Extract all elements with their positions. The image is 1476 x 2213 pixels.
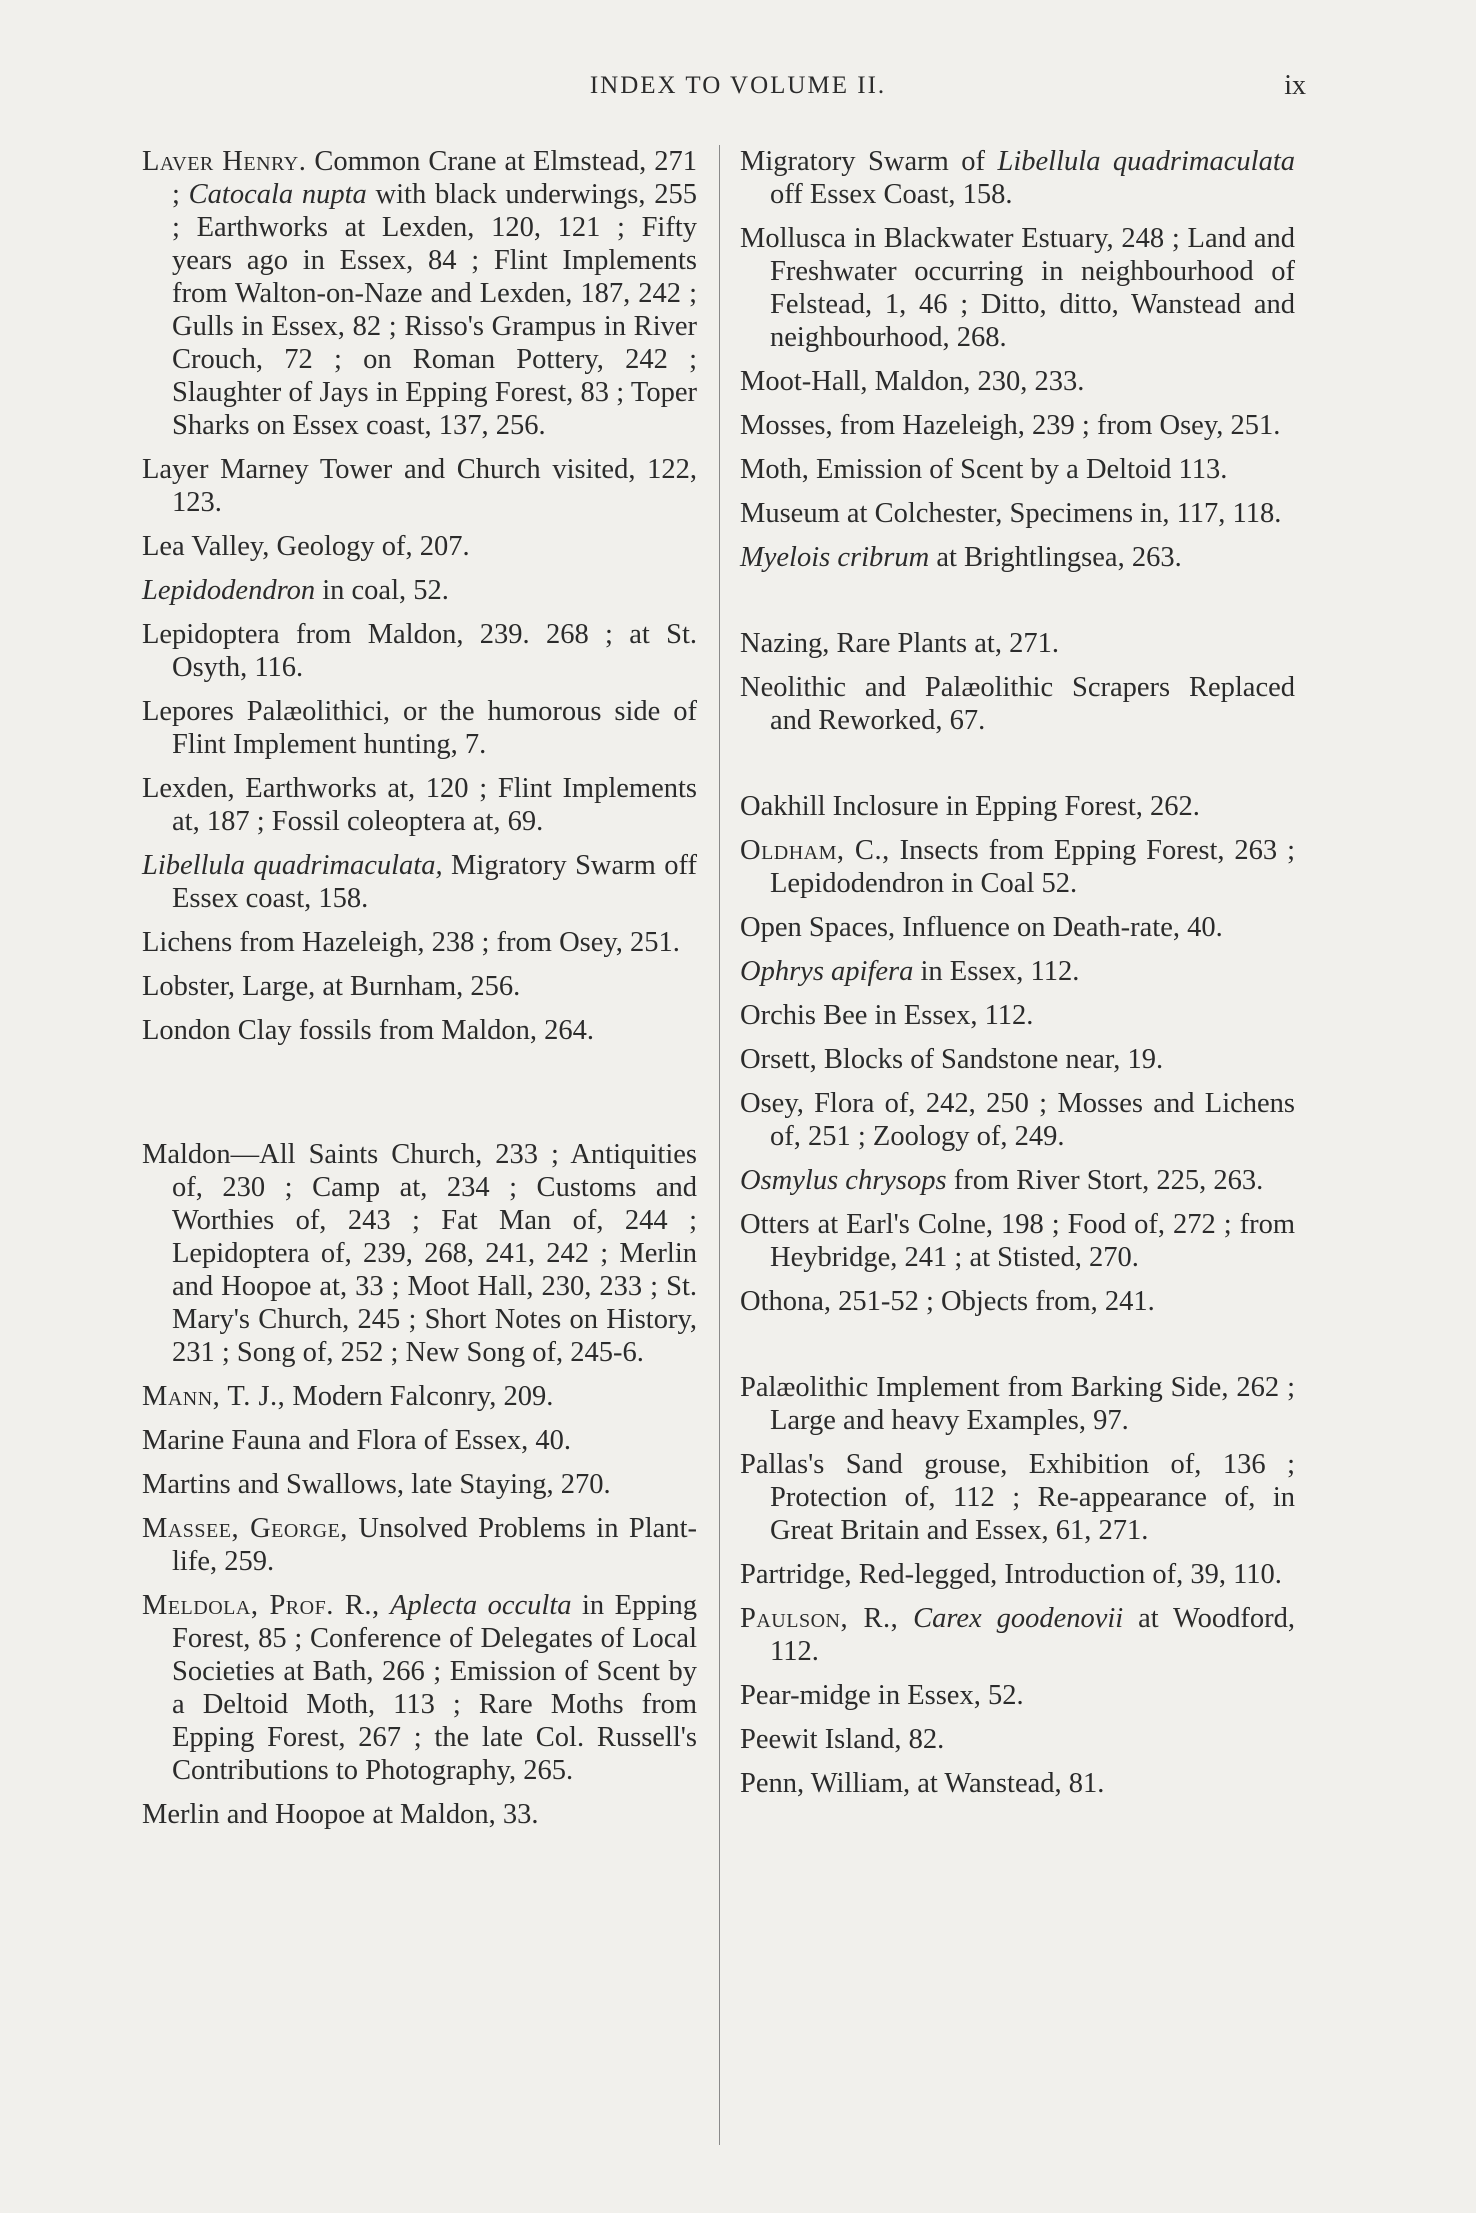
entry-text: Marine Fauna and Flora of Essex, 40. [142,1425,571,1456]
page-number: ix [1284,70,1306,101]
entry-text: Oldham, C., [740,835,890,866]
entry-text: Merlin and Hoopoe at Maldon, 33. [142,1799,539,1830]
entry-text: Pallas's Sand grouse, Exhibition of, 136 ; Protection of, 112 ; Re-appearance of, in Great Britain and Essex, 61, 271. [740,1449,1295,1546]
index-entry [740,1371,1295,1437]
entry-text: Martins and Swallows, late Staying, 270. [142,1469,611,1500]
entry-text: Catocala nupta [188,179,367,210]
index-entry [740,1208,1295,1274]
entry-text: Massee, George, [142,1513,348,1544]
entry-text: Common Crane at Elmstead, 271 ; [172,146,697,210]
index-entry [142,1512,697,1578]
section-gap [142,1058,697,1138]
index-entry [740,911,1295,944]
index-entry [142,695,697,761]
entry-text: Lea Valley, Geology of, 207. [142,531,470,562]
entry-text: Libellula quadrimaculata, [142,850,443,881]
entry-text: Othona, 251-52 ; Objects from, 241. [740,1286,1155,1317]
entry-text: Aplecta occulta [390,1590,572,1621]
entry-text: Mollusca in Blackwater Estuary, 248 ; Land and Freshwater occurring in neighbourhood of Felstead, 1, 46 ; Ditto, ditto, Wanstead and neighbourhood, 268. [740,223,1295,353]
entry-text: Carex goodenovii [913,1603,1124,1634]
index-entry [740,790,1295,823]
entry-text: Laver Henry. [142,146,307,177]
entry-text: Paulson, R., [740,1603,899,1634]
entry-text: Osey, Flora of, 242, 250 ; Mosses and Lichens of, 251 ; Zoology of, 249. [740,1088,1295,1152]
entry-text: Layer Marney Tower and Church visited, 122, 123. [142,454,697,518]
index-entry [142,145,697,442]
entry-text: Meldola, Prof. R., [142,1590,380,1621]
entry-text: Osmylus chrysops [740,1165,947,1196]
index-entry [142,530,697,563]
index-entry [740,1767,1295,1800]
entry-text: from River Stort, 225, 263. [946,1165,1264,1196]
index-entry [740,409,1295,442]
entry-text: Pear-midge in Essex, 52. [740,1680,1024,1711]
entry-text: in Essex, 112. [913,956,1080,987]
section-gap [740,585,1295,627]
index-entry [142,453,697,519]
index-entry [142,1014,697,1047]
entry-text: Neolithic and Palæolithic Scrapers Replaced and Reworked, 67. [740,672,1295,736]
entry-text: Moth, Emission of Scent by a Deltoid 113. [740,454,1228,485]
entry-text: with black underwings, 255 ; Earthworks at Lexden, 120, 121 ; Fifty years ago in Essex, 84 ; Flint Implements from Walton-on-Naze and Lexden, 187, 242 ; Gulls in Essex, 82 ; Risso's Grampus in River Crouch, 72 ; on Roman Pottery, 242 ; Slaughter of Jays in Epping Forest, 83 ; Toper Sharks on Essex coast, 137, 256. [172,179,697,441]
index-entry [142,1380,697,1413]
entry-text: Lexden, Earthworks at, 120 ; Flint Implements at, 187 ; Fossil coleoptera at, 69. [142,773,697,837]
entry-text: Nazing, Rare Plants at, 271. [740,628,1059,659]
index-entry [740,1043,1295,1076]
index-entry [142,849,697,915]
entry-text: Moot-Hall, Maldon, 230, 233. [740,366,1085,397]
index-entry [740,1164,1295,1197]
entry-text: Lepidodendron [142,575,316,606]
entry-text: Museum at Colchester, Specimens in, 117, 118. [740,498,1282,529]
index-entry [142,618,697,684]
index-entry [740,671,1295,737]
entry-text: Migratory Swarm of [740,146,998,177]
index-entry [740,627,1295,660]
index-entry [740,1558,1295,1591]
right-column [740,145,1295,1811]
index-entry [740,834,1295,900]
index-entry [740,365,1295,398]
entry-text: Lobster, Large, at Burnham, 256. [142,971,521,1002]
entry-text: Migratory Swarm off Essex coast, 158. [172,850,697,914]
entry-text: Insects from Epping Forest, 263 ; Lepidodendron in Coal 52. [770,835,1295,899]
entry-text: in Epping Forest, 85 ; Conference of Delegates of Local Societies at Bath, 266 ; Emission of Scent by a Deltoid Moth, 113 ; Rare Moths from Epping Forest, 267 ; the late Col. Russell's Contributions to Photography, 265. [172,1590,698,1786]
entry-text: Modern Falconry, 209. [285,1381,554,1412]
index-entry [142,1589,697,1787]
entry-text: at Woodford, 112. [770,1603,1295,1667]
index-entry [740,1602,1295,1668]
entry-text [380,1590,391,1621]
index-entry [142,1138,697,1369]
entry-text: Orchis Bee in Essex, 112. [740,1000,1034,1031]
section-gap [740,748,1295,790]
index-entry [740,1448,1295,1547]
entry-text: Maldon—All Saints Church, 233 ; Antiquities of, 230 ; Camp at, 234 ; Customs and Worthies of, 243 ; Fat Man of, 244 ; Lepidoptera of, 239, 268, 241, 242 ; Merlin and Hoopoe at, 33 ; Moot Hall, 230, 233 ; St. Mary's Church, 245 ; Short Notes on History, 231 ; Song of, 252 ; New Song of, 245-6. [142,1139,697,1368]
entry-text: in coal, 52. [315,575,449,606]
index-entry [142,970,697,1003]
index-entry [740,145,1295,211]
index-entry [740,955,1295,988]
index-entry [740,1679,1295,1712]
index-entry [740,222,1295,354]
page-header [0,62,1476,122]
index-entry [740,1285,1295,1318]
entry-text: Myelois cribrum [740,542,930,573]
entry-text: Mosses, from Hazeleigh, 239 ; from Osey, 251. [740,410,1281,441]
column-divider [719,145,720,2145]
index-entry [740,999,1295,1032]
entry-text: Peewit Island, 82. [740,1724,945,1755]
entry-text: Penn, William, at Wanstead, 81. [740,1768,1105,1799]
entry-text: Lichens from Hazeleigh, 238 ; from Osey, 251. [142,927,680,958]
entry-text: Mann, T. J., [142,1381,286,1412]
entry-text: off Essex Coast, 158. [770,179,1013,210]
entry-text: Partridge, Red-legged, Introduction of, 39, 110. [740,1559,1282,1590]
index-entry [740,541,1295,574]
entry-text: at Brightlingsea, 263. [929,542,1182,573]
entry-text: Otters at Earl's Colne, 198 ; Food of, 272 ; from Heybridge, 241 ; at Stisted, 270. [740,1209,1295,1273]
index-entry [142,1468,697,1501]
entry-text: Lepores Palæolithici, or the humorous side of Flint Implement hunting, 7. [142,696,697,760]
index-entry [740,1087,1295,1153]
index-entry [142,1424,697,1457]
entry-text: Palæolithic Implement from Barking Side, 262 ; Large and heavy Examples, 97. [740,1372,1295,1436]
index-entry [142,772,697,838]
index-entry [740,453,1295,486]
entry-text: Unsolved Problems in Plant-life, 259. [172,1513,697,1577]
running-head: INDEX TO VOLUME II. [589,72,887,99]
entry-text: Lepidoptera from Maldon, 239. 268 ; at St. Osyth, 116. [142,619,697,683]
entry-text: London Clay fossils from Maldon, 264. [142,1015,595,1046]
left-column [142,145,697,1842]
index-entry [142,926,697,959]
entry-text [898,1603,913,1634]
index-entry [142,1798,697,1831]
index-entry [740,497,1295,530]
index-entry [740,1723,1295,1756]
entry-text: Libellula quadrimaculata [997,146,1296,177]
section-gap [740,1329,1295,1371]
entry-text: Open Spaces, Influence on Death-rate, 40. [740,912,1223,943]
entry-text: Orsett, Blocks of Sandstone near, 19. [740,1044,1164,1075]
index-entry [142,574,697,607]
entry-text: Ophrys apifera [740,956,914,987]
entry-text: Oakhill Inclosure in Epping Forest, 262. [740,791,1200,822]
